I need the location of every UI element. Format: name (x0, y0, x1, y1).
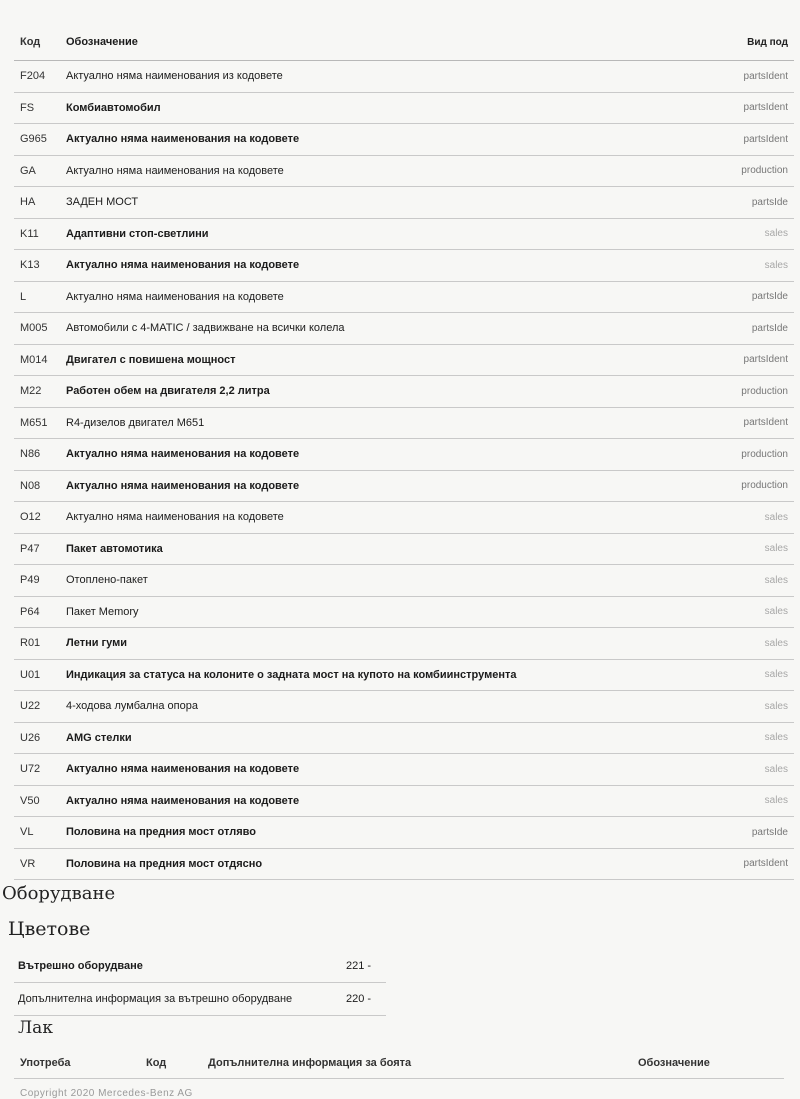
colors-row-value: 220 - (346, 993, 372, 1005)
row-code: N86 (20, 448, 41, 461)
copyright-footer: Copyright 2020 Mercedes-Benz AG (20, 1088, 193, 1099)
row-code: F204 (20, 70, 46, 83)
row-designation: Актуално няма наименования на кодовете (66, 511, 284, 524)
row-designation: Актуално няма наименования на кодовете (66, 479, 300, 492)
row-code: G965 (20, 133, 47, 146)
paint-header-code: Код (146, 1057, 167, 1069)
header-type: Вид под (747, 36, 788, 48)
table-row (14, 61, 794, 93)
row-type: sales (764, 763, 788, 775)
table-row (14, 786, 794, 818)
row-type: partsIde (751, 322, 788, 334)
table-row (14, 313, 794, 345)
paint-header-designation: Обозначение (638, 1057, 710, 1069)
row-type: production (741, 385, 788, 397)
row-code: HA (20, 196, 36, 209)
row-code: N08 (20, 479, 41, 492)
row-type: partsIdent (743, 133, 788, 145)
colors-row-label: Допълнителна информация за вътрешно оборудване (18, 993, 293, 1005)
row-type: partsIdent (743, 417, 788, 429)
colors-table (14, 950, 386, 1016)
paint-table-header (14, 1048, 784, 1079)
row-type: production (741, 165, 788, 177)
row-designation: R4-дизелов двигател M651 (66, 416, 205, 429)
row-type: partsIdent (743, 102, 788, 114)
row-type: partsIdent (743, 354, 788, 366)
table-row (14, 124, 794, 156)
row-code: M014 (20, 353, 48, 366)
row-type: production (741, 480, 788, 492)
colors-row-value: 221 - (346, 960, 372, 972)
table-row (14, 219, 794, 251)
colors-row (14, 950, 386, 983)
codes-table (14, 24, 794, 880)
row-type: sales (764, 574, 788, 586)
colors-row-label: Вътрешно оборудване (18, 960, 143, 972)
row-code: U72 (20, 763, 41, 776)
row-designation: Актуално няма наименования из кодовете (66, 70, 283, 83)
table-row (14, 502, 794, 534)
row-designation: Актуално няма наименования на кодовете (66, 290, 284, 303)
row-type: sales (764, 637, 788, 649)
row-type: partsIde (751, 291, 788, 303)
row-type: partsIde (751, 826, 788, 838)
row-type: production (741, 448, 788, 460)
row-code: M651 (20, 416, 48, 429)
row-type: sales (764, 606, 788, 618)
row-designation: Актуално няма наименования на кодовете (66, 763, 300, 776)
header-code: Код (20, 36, 41, 48)
row-code: L (20, 290, 27, 303)
paint-heading: Лак (18, 1018, 53, 1038)
table-row (14, 628, 794, 660)
row-type: sales (764, 511, 788, 523)
table-row (14, 691, 794, 723)
row-type: partsIde (751, 196, 788, 208)
row-type: partsIdent (743, 70, 788, 82)
table-row (14, 250, 794, 282)
row-designation: Адаптивни стоп-светлини (66, 227, 209, 240)
row-code: R01 (20, 637, 41, 650)
row-type: sales (764, 259, 788, 271)
table-row (14, 282, 794, 314)
row-designation: ЗАДЕН МОСТ (66, 196, 139, 209)
row-code: U22 (20, 700, 41, 713)
equipment-heading: Оборудване (2, 883, 116, 904)
table-row (14, 156, 794, 188)
table-row (14, 439, 794, 471)
row-code: U01 (20, 668, 41, 681)
row-designation: Актуално няма наименования на кодовете (66, 259, 300, 272)
row-designation: Пакет Memory (66, 605, 139, 618)
row-type: sales (764, 543, 788, 555)
row-designation: Половина на предния мост отдясно (66, 857, 263, 870)
row-code: V50 (20, 794, 40, 807)
row-type: sales (764, 700, 788, 712)
row-designation: Работен обем на двигателя 2,2 литра (66, 385, 270, 398)
row-code: P47 (20, 542, 40, 555)
paint-header-additional: Допълнителна информация за боята (208, 1057, 412, 1069)
row-designation: Половина на предния мост отляво (66, 826, 256, 839)
table-row (14, 723, 794, 755)
row-designation: Актуално няма наименования на кодовете (66, 133, 300, 146)
row-designation: Актуално няма наименования на кодовете (66, 794, 300, 807)
row-code: O12 (20, 511, 41, 524)
row-designation: Актуално няма наименования на кодовете (66, 164, 284, 177)
row-designation: Отоплено-пакет (66, 574, 148, 587)
row-designation: AMG стелки (66, 731, 132, 744)
table-body (14, 61, 794, 880)
table-header (14, 24, 794, 61)
row-code: VR (20, 857, 36, 870)
colors-row (14, 983, 386, 1016)
table-row (14, 345, 794, 377)
row-designation: 4-ходова лумбална опора (66, 700, 198, 713)
row-type: partsIdent (743, 858, 788, 870)
row-code: U26 (20, 731, 41, 744)
table-row (14, 376, 794, 408)
row-type: sales (764, 228, 788, 240)
row-type: sales (764, 795, 788, 807)
row-designation: Пакет автомотика (66, 542, 163, 555)
row-type: sales (764, 732, 788, 744)
paint-header-usage: Употреба (20, 1057, 71, 1069)
row-type: sales (764, 669, 788, 681)
table-row (14, 849, 794, 881)
table-row (14, 534, 794, 566)
row-code: FS (20, 101, 35, 114)
row-designation: Автомобили с 4-MATIC / задвижване на всички колела (66, 322, 345, 335)
table-row (14, 817, 794, 849)
row-designation: Двигател с повишена мощност (66, 353, 236, 366)
row-designation: Индикация за статуса на колоните о задната мост на купото на комбиинструмента (66, 668, 517, 681)
row-code: VL (20, 826, 34, 839)
row-code: M005 (20, 322, 48, 335)
row-designation: Летни гуми (66, 637, 127, 650)
table-row (14, 565, 794, 597)
table-row (14, 93, 794, 125)
row-code: GA (20, 164, 36, 177)
row-code: M22 (20, 385, 42, 398)
header-designation: Обозначение (66, 36, 138, 48)
row-code: P64 (20, 605, 40, 618)
table-row (14, 471, 794, 503)
row-code: P49 (20, 574, 40, 587)
table-row (14, 187, 794, 219)
colors-heading: Цветове (8, 918, 91, 940)
row-code: K13 (20, 259, 40, 272)
row-code: K11 (20, 227, 39, 240)
table-row (14, 597, 794, 629)
row-designation: Комбиавтомобил (66, 101, 161, 114)
table-row (14, 408, 794, 440)
table-row (14, 660, 794, 692)
table-row (14, 754, 794, 786)
row-designation: Актуално няма наименования на кодовете (66, 448, 300, 461)
